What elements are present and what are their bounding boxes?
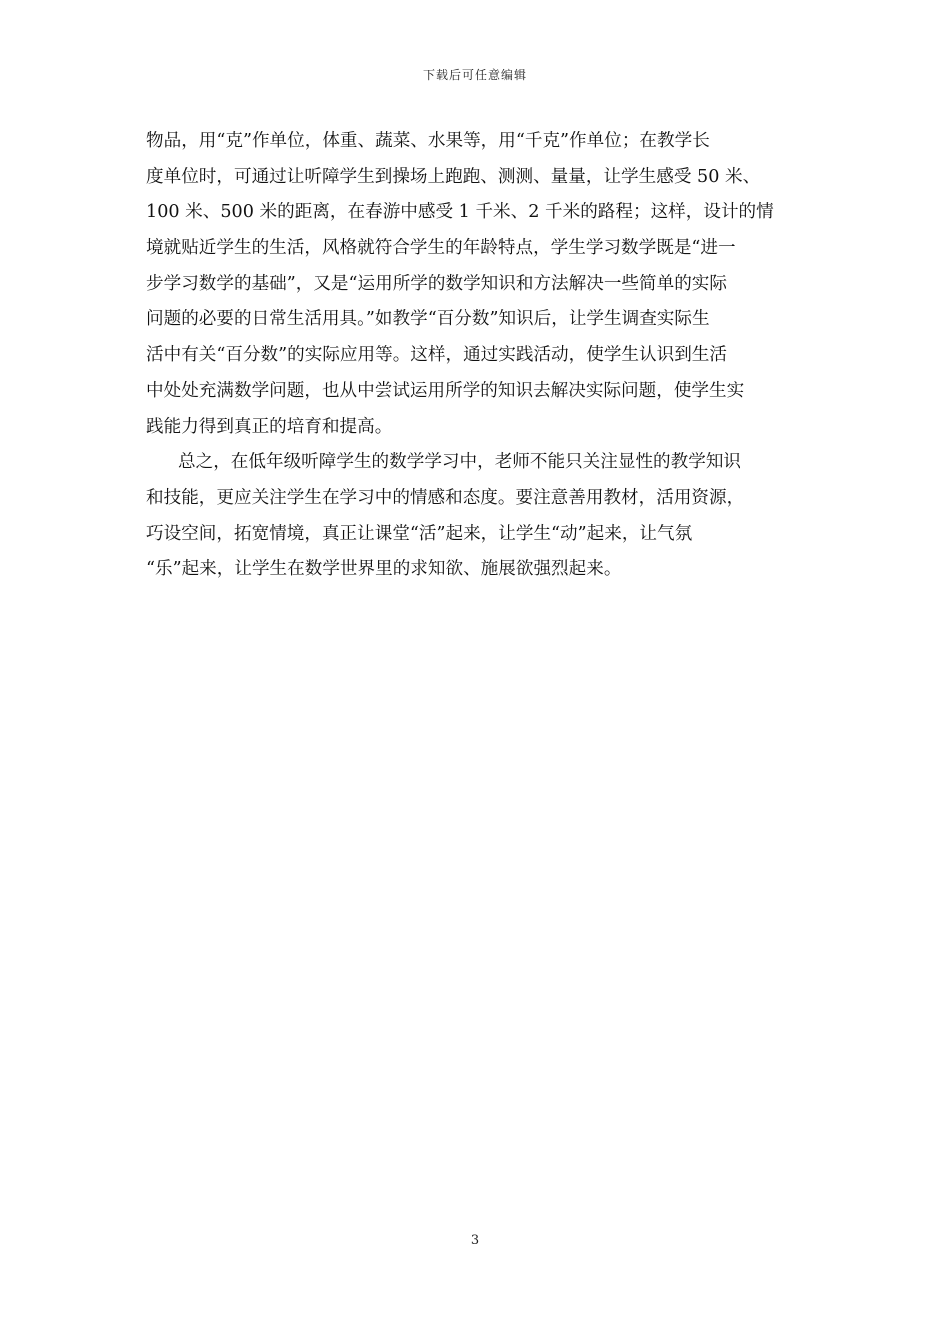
body-text <box>146 124 816 588</box>
paragraph-line: 践能力得到真正的培育和提高。 <box>146 416 393 437</box>
page-header: 下载后可任意编辑 <box>422 68 527 82</box>
paragraph-line: 和技能，更应关注学生在学习中的情感和态度。要注意善用教材，活用资源， <box>146 487 745 508</box>
paragraph-line: 物品，用“克”作单位，体重、蔬菜、水果等，用“千克”作单位；在教学长 <box>146 131 710 151</box>
paragraph-line: 100 米、500 米的距离，在春游中感受 1 千米、2 千米的路程；这样，设计的情 <box>146 202 774 223</box>
paragraph-line: 境就贴近学生的生活，风格就符合学生的年龄特点，学生学习数学既是“进一 <box>146 238 736 259</box>
paragraph-line: 步学习数学的基础”，又是“运用所学的数学知识和方法解决一些简单的实际 <box>146 273 727 294</box>
paragraph-line: “乐”起来，让学生在数学世界里的求知欲、施展欲强烈起来。 <box>146 559 622 580</box>
page-number: 3 <box>470 1233 480 1248</box>
paragraph-line: 巧设空间，拓宽情境，真正让课堂“活”起来，让学生“动”起来，让气氛 <box>146 523 693 544</box>
paragraph-line: 问题的必要的日常生活用具。”如教学“百分数”知识后，让学生调查实际生 <box>146 309 710 330</box>
paragraph-line: 度单位时，可通过让听障学生到操场上跑跑、测测、量量，让学生感受 50 米、 <box>146 166 761 187</box>
paragraph-line: 总之，在低年级听障学生的数学学习中，老师不能只关注显性的教学知识 <box>178 452 742 473</box>
paragraph-line: 活中有关“百分数”的实际应用等。这样，通过实践活动，使学生认识到生活 <box>146 345 727 366</box>
paragraph-line: 中处处充满数学问题，也从中尝试运用所学的知识去解决实际问题，使学生实 <box>146 380 745 401</box>
